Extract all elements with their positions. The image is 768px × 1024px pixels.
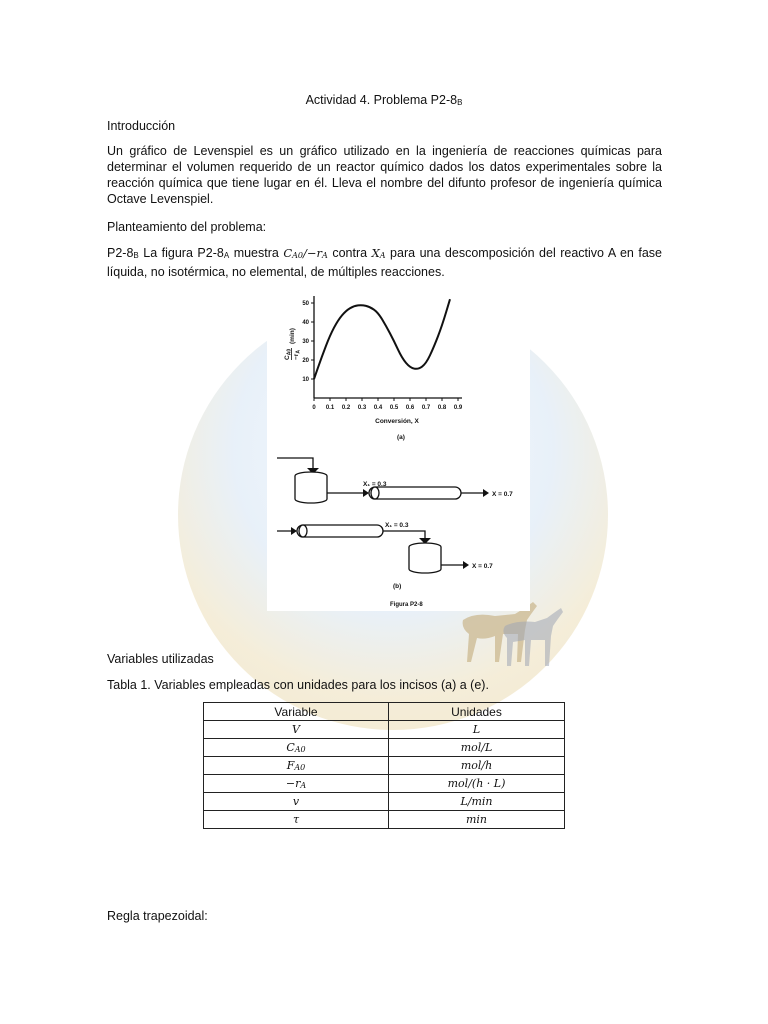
table-cell-units: mol/L [389, 739, 565, 757]
y-tick-label: 40 [302, 320, 309, 326]
table-cell-variable: τ [204, 811, 389, 829]
x-axis-label: Conversión, X [375, 418, 419, 425]
figure-graphic [267, 288, 530, 611]
table-cell-units: L [389, 721, 565, 739]
table-row [204, 739, 565, 757]
table-header-units: Unidades [389, 703, 565, 721]
svg-text:(min): (min) [289, 328, 296, 344]
table-cell-units: min [389, 811, 565, 829]
table-cell-variable: $F_{A0}$ [204, 757, 389, 775]
intro-heading: Introducción [107, 119, 176, 133]
diagram2-x1-label: X₁ = 0.3 [385, 522, 409, 529]
levenspiel-curve [314, 299, 450, 379]
table-cell-units: mol/(h · L) [389, 775, 565, 793]
diagram2-output-label: X = 0.7 [472, 563, 493, 570]
x-tick-label: 0.2 [341, 405, 351, 411]
table-row [204, 793, 565, 811]
table-header-row [204, 703, 565, 721]
diagram1-x1-label: X₁ = 0.3 [363, 481, 387, 488]
x-tick-label: 0.1 [325, 405, 335, 411]
svg-text:−rA: $-r_A$ [293, 350, 302, 360]
reactor-diagram-cstr-pfr [277, 458, 513, 503]
problem-heading: Planteamiento del problema: [107, 220, 267, 234]
reactor-diagram-pfr-cstr [277, 522, 493, 608]
levenspiel-plot [284, 296, 463, 441]
y-tick-label: 30 [302, 339, 309, 345]
table-row [204, 811, 565, 829]
figure-caption: Figura P2-8 [390, 602, 423, 608]
diagram1-output-label: X = 0.7 [492, 491, 513, 498]
table-row [204, 775, 565, 793]
x-tick-label: 0.9 [453, 405, 463, 411]
table-cell-units: L/min [389, 793, 565, 811]
x-tick-label: 0.8 [437, 405, 447, 411]
variables-heading: Variables utilizadas [107, 652, 214, 666]
x-tick-label: 0.7 [421, 405, 431, 411]
table-caption: Tabla 1. Variables empleadas con unidades para los incisos (a) a (e). [107, 678, 489, 692]
intro-paragraph: Un gráfico de Levenspiel es un gráfico utilizado en la ingeniería de reacciones químicas para determinar el volumen requerido de un reactor químico dados los datos experimentales sobre la reacción química que tiene lugar en él. Lleva el nombre del difunto profesor de ingeniería química Octave Levenspiel. [107, 144, 662, 206]
table-cell-variable: v [204, 793, 389, 811]
variables-table [203, 702, 565, 829]
table-cell-units: mol/h [389, 757, 565, 775]
table-cell-variable: $C_{A0}$ [204, 739, 389, 757]
svg-text:CA0: $C_{A0}$ [284, 348, 293, 360]
figure-p2-8 [267, 288, 530, 611]
diagram-label-b: (b) [393, 583, 402, 590]
x-tick-label: 0 [312, 405, 316, 411]
table-cell-variable: V [204, 721, 389, 739]
math-ca0-over-ra: $C_{A0}/-r_A$ [283, 246, 328, 260]
x-tick-label: 0.5 [389, 405, 399, 411]
table-cell-variable: $-r_A$ [204, 775, 389, 793]
y-tick-label: 20 [302, 358, 309, 364]
math-xa: $X_A$ [371, 246, 386, 260]
problem-statement: $P2-8_B$ La figura $P2-8_A$ muestra $C_{A0}/-r_A$ contra $X_A$ para una descomposición del reactivo A en fase líquida, no isotérmica, no elemental, de múltiples reacciones. [107, 246, 662, 279]
trapezoid-heading: Regla trapezoidal: [107, 909, 208, 923]
x-tick-label: 0.3 [357, 405, 367, 411]
table-row [204, 721, 565, 739]
y-axis-label [284, 328, 302, 360]
y-tick-label: 10 [302, 377, 309, 383]
table-row [204, 757, 565, 775]
table-header-variable: Variable [204, 703, 389, 721]
document-title: Actividad 4. Problema $P2-8_B$ [305, 93, 463, 107]
x-tick-label: 0.6 [405, 405, 415, 411]
y-tick-label: 50 [302, 301, 309, 307]
x-tick-label: 0.4 [373, 405, 383, 411]
plot-label-a: (a) [397, 434, 405, 441]
